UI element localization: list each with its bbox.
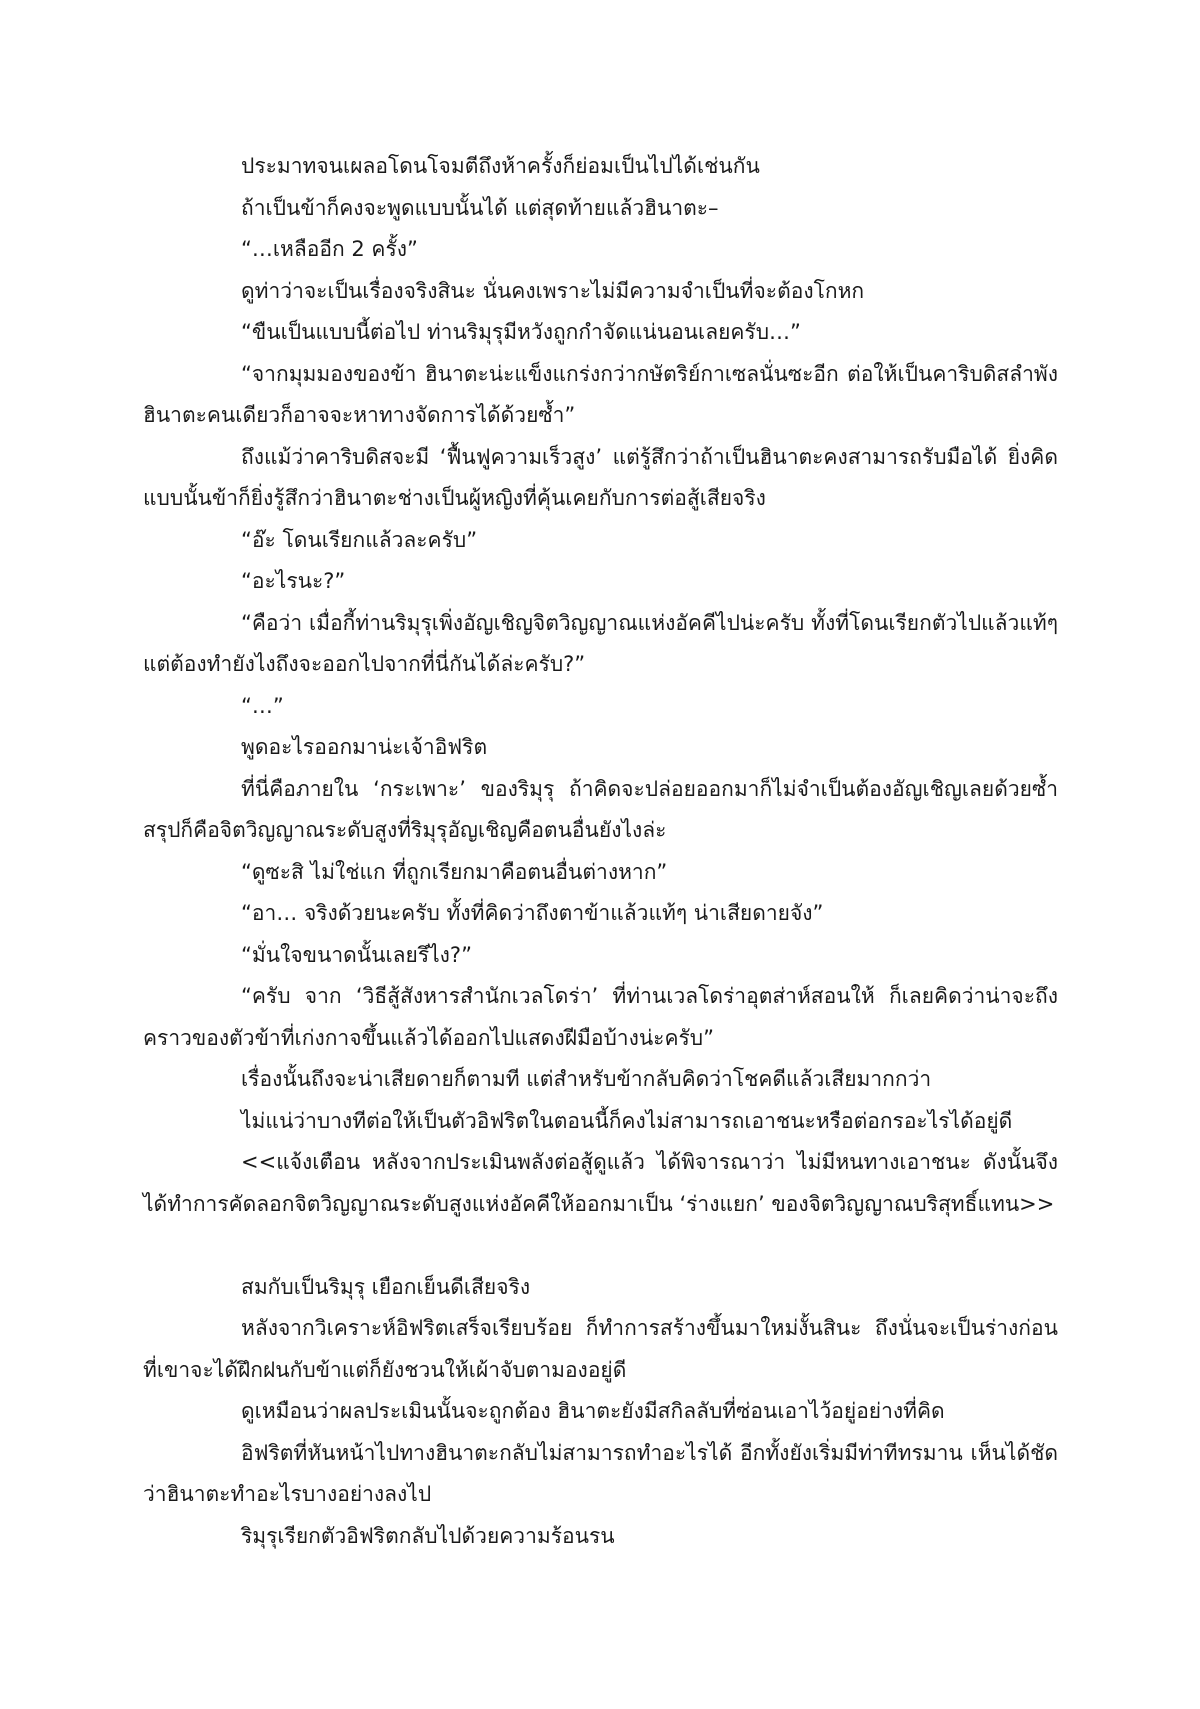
paragraph: ถ้าเป็นข้าก็คงจะพูดแบบนั้นได้ แต่สุดท้ายแล้วฮินาตะ– [241, 195, 719, 220]
dialogue-line: “คือว่า เมื่อกี้ท่านริมุรุเพิ่งอัญเชิญจิตวิญญาณแห่งอัคคีไปน่ะครับ ทั้งที่โดนเรียกตัวไปแล้วแท้ๆ แต่ต้องทำยังไงถึงจะออกไปจากที่นี่กันได้ล่ะครับ?” [143, 610, 1058, 676]
paragraph: ประมาทจนเผลอโดนโจมตีถึงห้าครั้งก็ย่อมเป็นไปได้เช่นกัน [241, 154, 760, 178]
dialogue-line: “จากมุมมองของข้า ฮินาตะน่ะแข็งแกร่งกว่ากษัตริย์กาเซลนั่นซะอีก ต่อให้เป็นคาริบดิสลำพังฮินาตะคนเดียวก็อาจจะหาทางจัดการได้ด้วยซ้ำ” [143, 361, 1058, 427]
paragraph: ริมุรุเรียกตัวอิฟริตกลับไปด้วยความร้อนรน [241, 1523, 615, 1548]
paragraph: ไม่แน่ว่าบางทีต่อให้เป็นตัวอิฟริตในตอนนี้ก็คงไม่สามารถเอาชนะหรือต่อกรอะไรได้อยู่ดี [241, 1108, 1013, 1133]
paragraph: พูดอะไรออกมาน่ะเจ้าอิฟริต [241, 735, 488, 759]
paragraph: สมกับเป็นริมุรุ เยือกเย็นดีเสียจริง [241, 1274, 531, 1299]
system-message: <<แจ้งเตือน หลังจากประเมินพลังต่อสู้ดูแล้ว ได้พิจารณาว่า ไม่มีหนทางเอาชนะ ดังนั้นจึงได้ทำการคัดลอกจิตวิญญาณระดับสูงแห่งอัคคีให้ออกมาเป็น ‘ร่างแยก’ ของจิตวิญญาณบริสุทธิ์แทน>> [143, 1150, 1058, 1216]
dialogue-line: “…เหลืออีก 2 ครั้ง” [241, 237, 418, 261]
paragraph: หลังจากวิเคราะห์อิฟริตเสร็จเรียบร้อย ก็ทำการสร้างขึ้นมาใหม่งั้นสินะ ถึงนั่นจะเป็นร่างก่อนที่เขาจะได้ฝึกฝนกับข้าแต่ก็ยังชวนให้เผ้าจับตามองอยู่ดี [143, 1316, 1058, 1382]
paragraph: ถึงแม้ว่าคาริบดิสจะมี ‘ฟื้นฟูความเร็วสูง’ แต่รู้สึกว่าถ้าเป็นฮินาตะคงสามารถรับมือได้ ยิ่งคิดแบบนั้นข้าก็ยิ่งรู้สึกว่าฮินาตะช่างเป็นผู้หญิงที่คุ้นเคยกับการต่อสู้เสียจริง [143, 444, 1058, 510]
dialogue-line: “มั่นใจขนาดนั้นเลยรึไง?” [241, 942, 472, 967]
blank-line [143, 1225, 1058, 1267]
paragraph: ดูเหมือนว่าผลประเมินนั้นจะถูกต้อง ฮินาตะยังมีสกิลลับที่ซ่อนเอาไว้อยู่อย่างที่คิด [241, 1399, 945, 1423]
paragraph: เรื่องนั้นถึงจะน่าเสียดายก็ตามที แต่สำหรับข้ากลับคิดว่าโชคดีแล้วเสียมากกว่า [241, 1067, 932, 1091]
dialogue-line: “ขืนเป็นแบบนี้ต่อไป ท่านริมุรุมีหวังถูกกำจัดแน่นอนเลยครับ…” [241, 320, 801, 344]
dialogue-line: “ดูซะสิ ไม่ใช่แก ที่ถูกเรียกมาคือตนอื่นต่างหาก” [241, 859, 668, 884]
paragraph: อิฟริตที่หันหน้าไปทางฮินาตะกลับไม่สามารถทำอะไรได้ อีกทั้งยังเริ่มมีท่าทีทรมาน เห็นได้ชัดว่าฮินาตะทำอะไรบางอย่างลงไป [143, 1440, 1058, 1506]
paragraph: ที่นี่คือภายใน ‘กระเพาะ’ ของริมุรุ ถ้าคิดจะปล่อยออกมาก็ไม่จำเป็นต้องอัญเชิญเลยด้วยซ้ำ สรุปก็คือจิตวิญญาณระดับสูงที่ริมุรุอัญเชิญคือตนอื่นยังไงล่ะ [143, 776, 1058, 842]
dialogue-line: “อ๊ะ โดนเรียกแล้วละครับ” [241, 527, 478, 552]
dialogue-line: “ครับ จาก ‘วิธีสู้สังหารสำนักเวลโดร่า’ ที่ท่านเวลโดร่าอุตส่าห์สอนให้ ก็เลยคิดว่าน่าจะถึงคราวของตัวข้าที่เก่งกาจขึ้นแล้วได้ออกไปแสดงฝีมือบ้างน่ะครับ” [143, 984, 1058, 1050]
paragraph: ดูท่าว่าจะเป็นเรื่องจริงสินะ นั่นคงเพราะไม่มีความจำเป็นที่จะต้องโกหก [241, 278, 865, 303]
dialogue-line: “อา… จริงด้วยนะครับ ทั้งที่คิดว่าถึงตาข้าแล้วแท้ๆ น่าเสียดายจัง” [241, 901, 824, 925]
dialogue-line: “อะไรนะ?” [241, 569, 346, 593]
document-body [143, 146, 1058, 1557]
dialogue-line: “…” [241, 693, 284, 718]
